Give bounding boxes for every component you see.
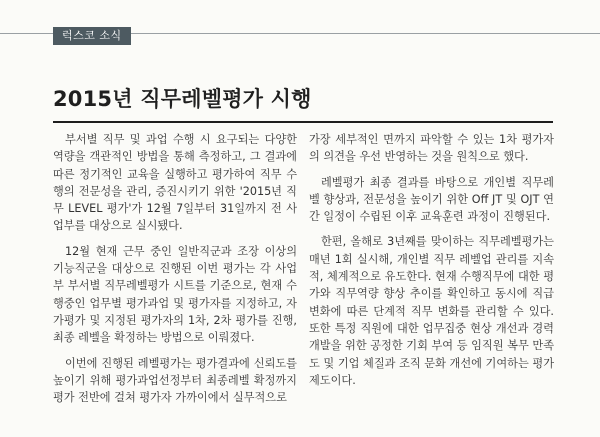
- paragraph: 부서별 직무 및 과업 수행 시 요구되는 다양한 역량을 객관적인 방법을 통해 측정하고, 그 결과에 따른 정기적인 교육을 실행하고 평가하여 직무 수행의 전문성을 관리, 증진시키기 위한 '2015년 직무 LEVEL 평가'가 12월 7일부터 31일까지 전 사업부를 대상으로 실시됐다.: [53, 133, 297, 233]
- title-underline: [53, 121, 553, 123]
- paragraph: 레벨평가 최종 결과를 바탕으로 개인별 직무레벨 향상과, 전문성을 높이기 위한 Off JT 및 OJT 연간 일정이 수립된 이후 교육훈련 과정이 진행된다.: [309, 175, 554, 224]
- paragraph: 가장 세부적인 면까지 파악할 수 있는 1차 평가자의 의견을 우선 반영하는 것을 원칙으로 했다.: [309, 133, 554, 164]
- paragraph: 한편, 올해로 3년째를 맞이하는 직무레벨평가는 매년 1회 실시해, 개인별 직무 레벨업 관리를 지속적, 체계적으로 유도한다. 현재 수행직무에 대한 평가와 직무역량 향상 추이를 확인하고 동시에 직급변화에 따른 단계적 직무 변화를 관리할 수 있다. 또한 특정 직원에 대한 업무집중 현상 개선과 경력개발을 위한 공정한 기회 부여 등 임직원 복무 만족도 및 기업 체질과 조직 문화 개선에 기여하는 평가제도이다.: [309, 235, 554, 387]
- paragraph: 12월 현재 근무 중인 일반직군과 조장 이상의 기능직군을 대상으로 진행된 이번 평가는 각 사업부 부서별 직무레벨평가 시트를 기준으로, 현재 수행중인 업무별 평가과업 및 평가자를 지정하고, 자가평가 및 지정된 평가자의 1차, 2차 평가를 진행, 최종 레벨을 확정하는 방법으로 이뤄졌다.: [53, 244, 297, 345]
- paragraph: 이번에 진행된 레벨평가는 평가결과에 신뢰도를 높이기 위해 평가과업선정부터 최종레벨 확정까지 평가 전반에 걸쳐 평가자 가까이에서 실무적으로: [53, 356, 297, 405]
- article-right-column: [309, 131, 554, 397]
- article-left-column: [53, 131, 297, 414]
- section-tag: 럭스코 소식: [53, 27, 131, 45]
- article-title: 2015년 직무레벨평가 시행: [53, 87, 312, 111]
